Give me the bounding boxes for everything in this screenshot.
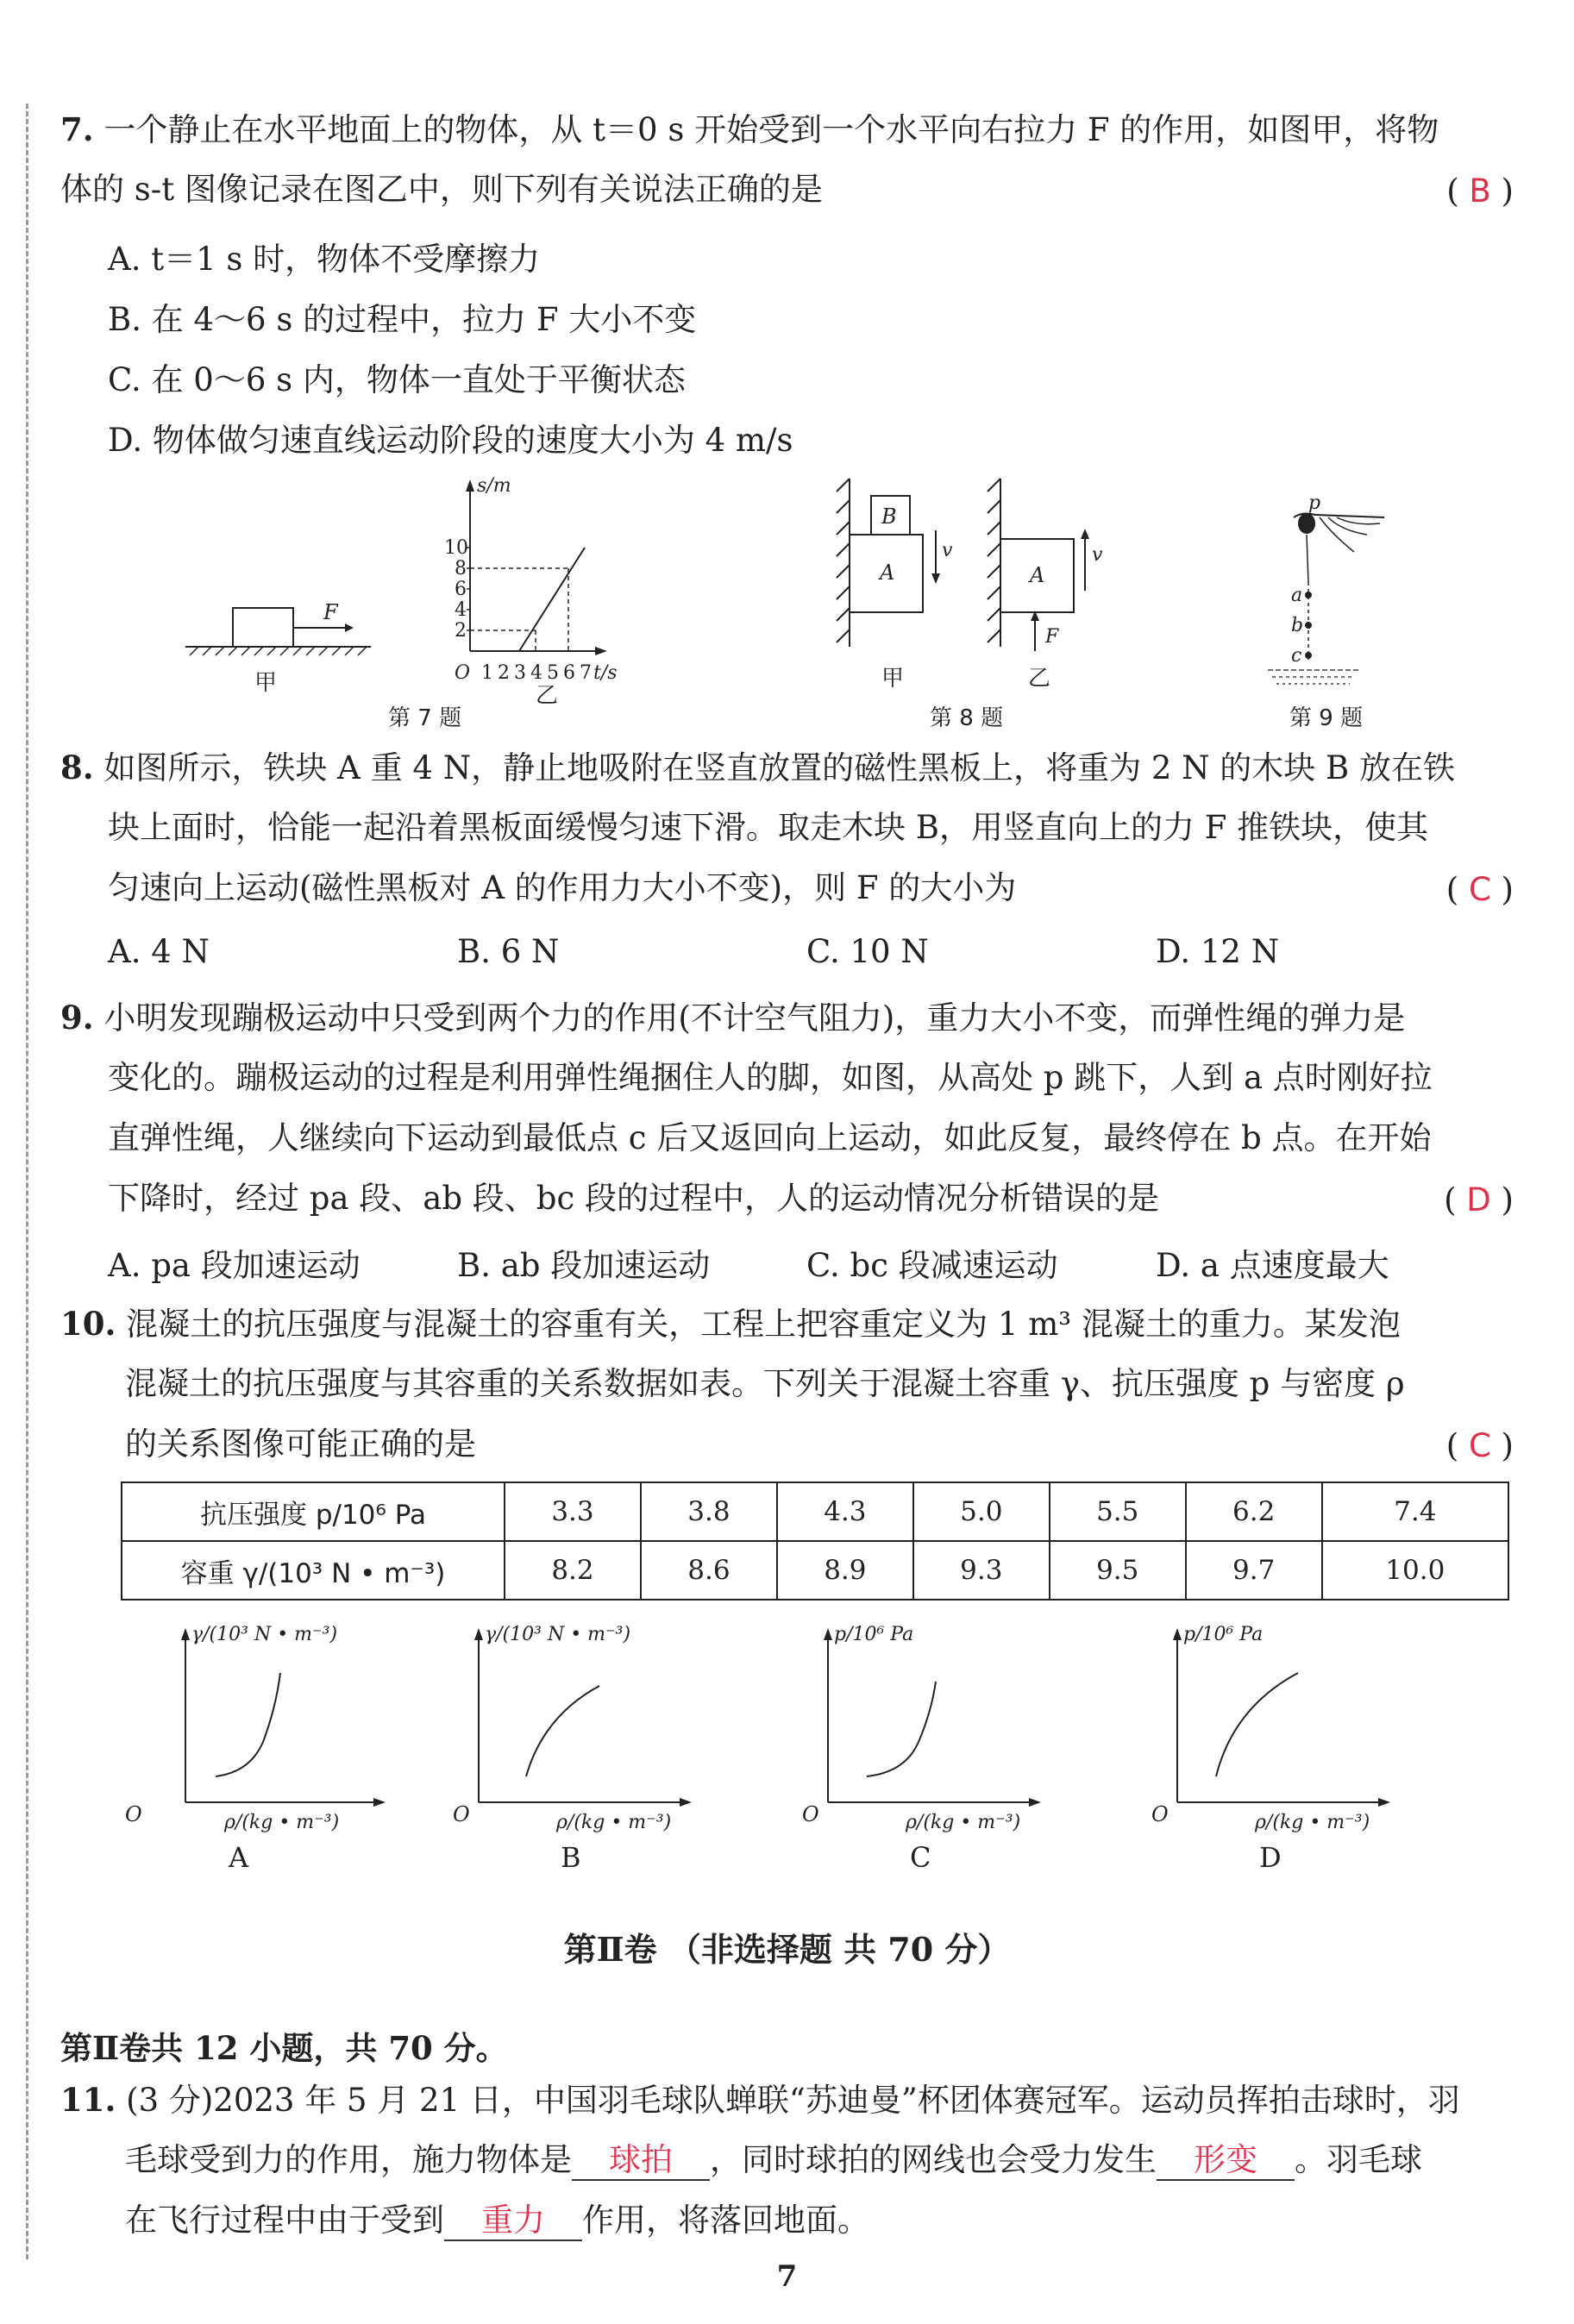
right-caption: 乙 <box>1028 666 1051 692</box>
q9-option-b: B. ab 段加速运动 <box>457 1247 711 1284</box>
x-arrow <box>1029 1798 1041 1807</box>
question-10-answer: ( C ) <box>1445 1427 1514 1464</box>
graph-letter: D <box>1259 1841 1282 1874</box>
origin-label: O <box>453 1802 470 1826</box>
point-b <box>1305 622 1312 629</box>
question-9-answer: ( D ) <box>1444 1181 1514 1218</box>
x-arrow <box>373 1798 386 1807</box>
answer-value: B <box>1469 172 1491 210</box>
line-text: ，同时球拍的网线也会受力发生 <box>710 2141 1157 2178</box>
graph-letter: C <box>910 1841 931 1874</box>
force-label: F <box>323 600 338 624</box>
x-tick-label: 7 <box>580 662 592 684</box>
velocity-up-head <box>1081 529 1089 539</box>
figure-7-caption: 第 7 题 <box>388 705 462 731</box>
y-tick-label: 2 <box>455 620 467 642</box>
point-a-label: a <box>1291 585 1303 606</box>
point-c-label: c <box>1291 645 1302 667</box>
force-label: F <box>1045 626 1059 648</box>
table-cell: 5.5 <box>1050 1482 1186 1541</box>
point-c <box>1305 652 1312 659</box>
x-axis-label: t/s <box>593 662 618 684</box>
graph-d <box>1151 1621 1436 1880</box>
table-cell: 5.0 <box>913 1482 1050 1541</box>
answer-value: D <box>1466 1181 1491 1218</box>
graph-letter: A <box>229 1841 249 1874</box>
figure-8 <box>828 474 1121 703</box>
left-caption: 甲 <box>881 666 905 692</box>
curve <box>867 1682 936 1776</box>
section-title: 第Ⅱ卷 （非选择题 共 70 分） <box>563 1930 1011 1969</box>
table-cell: 9.7 <box>1186 1541 1322 1600</box>
ground-hatch <box>190 647 367 655</box>
y-label: γ/(10³ N • m⁻³) <box>485 1624 631 1645</box>
question-9-line2: 变化的。蹦极运动的过程是利用弹性绳捆住人的脚，如图，从高处 p 跳下，人到 a 点时刚好拉 <box>108 1059 1433 1096</box>
figure-7-st-graph <box>431 474 690 709</box>
section-note: 第Ⅱ卷共 12 小题，共 70 分。 <box>60 2029 508 2067</box>
cliff-curve-1 <box>1320 517 1354 552</box>
table-cell: 9.5 <box>1050 1541 1186 1600</box>
x-label: ρ/(kg • m⁻³) <box>556 1812 672 1833</box>
jumper <box>1298 513 1315 534</box>
question-10-number: 10. <box>60 1305 116 1343</box>
table-row <box>122 1482 1508 1541</box>
figure-7-block <box>181 586 379 698</box>
question-11-text: (3 分)2023 年 5 月 21 日，中国羽毛球队蝉联“苏迪曼”杯团体赛冠军。运动员挥拍击球时，羽 <box>126 2082 1460 2119</box>
question-9-line4: 下降时，经过 pa 段、ab 段、bc 段的过程中，人的运动情况分析错误的是 <box>108 1180 1159 1217</box>
answer-blank-2: 形变 <box>1157 2141 1295 2181</box>
origin-label: O <box>125 1802 142 1826</box>
x-tick-label: 6 <box>563 662 575 684</box>
velocity-down-head <box>931 573 940 584</box>
question-10-line3: 的关系图像可能正确的是 <box>125 1425 476 1463</box>
question-7-line2: 体的 s-t 图像记录在图乙中，则下列有关说法正确的是 <box>60 171 823 208</box>
figure-8-caption: 第 8 题 <box>930 705 1004 731</box>
y-axis-arrow <box>466 479 474 492</box>
q9-option-a: A. pa 段加速运动 <box>108 1247 361 1284</box>
line-text: 毛球受到力的作用，施力物体是 <box>125 2141 572 2178</box>
y-arrow <box>181 1628 190 1640</box>
y-tick-label: 6 <box>455 579 467 600</box>
q7-option-a: A. t＝1 s 时，物体不受摩擦力 <box>108 241 541 278</box>
data-table <box>121 1481 1509 1600</box>
question-9-number: 9. <box>60 999 94 1037</box>
question-8-answer: ( C ) <box>1445 871 1514 908</box>
line-text: 作用，将落回地面。 <box>582 2202 869 2239</box>
point-a <box>1305 592 1312 598</box>
question-10-line1 <box>60 1294 1401 1355</box>
left-caption: 甲 <box>254 670 278 696</box>
x-arrow <box>1378 1798 1390 1807</box>
table-cell: 3.8 <box>641 1482 777 1541</box>
block <box>233 608 293 647</box>
wall-left <box>837 479 850 647</box>
y-tick-label: 8 <box>455 558 467 579</box>
question-11-line3 <box>125 2190 869 2251</box>
table-cell: 10.0 <box>1322 1541 1508 1600</box>
x-label: ρ/(kg • m⁻³) <box>906 1812 1021 1833</box>
y-arrow <box>474 1628 483 1640</box>
table-cell: 8.9 <box>777 1541 913 1600</box>
velocity-right-label: v <box>1092 544 1103 566</box>
table-cell: 8.2 <box>505 1541 641 1600</box>
cliff-curve-3 <box>1337 517 1380 524</box>
graph-a <box>121 1621 397 1880</box>
question-8-number: 8. <box>60 749 94 786</box>
q8-option-b: B. 6 N <box>457 933 560 970</box>
right-caption: 乙 <box>536 683 559 709</box>
graph-b <box>453 1621 737 1880</box>
q7-option-d: D. 物体做匀速直线运动阶段的速度大小为 4 m/s <box>108 422 793 459</box>
q9-option-c: C. bc 段减速运动 <box>806 1247 1058 1284</box>
question-7-text: 一个静止在水平地面上的物体，从 t＝0 s 开始受到一个水平向右拉力 F 的作用，如图甲，将物 <box>103 111 1439 148</box>
x-tick-label: 4 <box>530 662 542 684</box>
answer-value: C <box>1468 871 1491 908</box>
question-10-text: 混凝土的抗压强度与混凝土的容重有关，工程上把容重定义为 1 m³ 混凝土的重力。某发泡 <box>126 1306 1401 1343</box>
question-8-line2: 块上面时，恰能一起沿着黑板面缓慢匀速下滑。取走木块 B，用竖直向上的力 F 推铁块，使其 <box>108 809 1429 846</box>
origin-label: O <box>802 1802 819 1826</box>
series-line <box>519 548 585 651</box>
origin-label: O <box>455 662 471 684</box>
page-number: 7 <box>776 2259 798 2294</box>
y-tick-label: 10 <box>444 537 468 559</box>
figure-9-caption: 第 9 题 <box>1289 705 1364 731</box>
question-7-line1 <box>60 99 1439 160</box>
wall-right <box>988 479 1000 647</box>
q7-option-b: B. 在 4～6 s 的过程中，拉力 F 大小不变 <box>108 301 697 338</box>
x-label: ρ/(kg • m⁻³) <box>1255 1812 1370 1833</box>
origin-label: O <box>1151 1802 1169 1826</box>
x-tick-label: 1 <box>481 662 493 684</box>
graph-c <box>802 1621 1087 1880</box>
question-9-text: 小明发现蹦极运动中只受到两个力的作用(不计空气阻力)，重力大小不变，而弹性绳的弹力是 <box>103 999 1406 1037</box>
cliff-curve-2 <box>1328 517 1367 535</box>
q8-option-d: D. 12 N <box>1156 933 1280 970</box>
question-8-line1 <box>60 737 1455 799</box>
line-text: 在飞行过程中由于受到 <box>125 2202 444 2239</box>
answer-blank-1: 球拍 <box>572 2141 710 2181</box>
table-header-pressure: 抗压强度 p/10⁶ Pa <box>122 1482 505 1541</box>
question-8-text: 如图所示，铁块 A 重 4 N，静止地吸附在竖直放置的磁性黑板上，将重为 2 N 的木块 B 放在铁 <box>103 749 1455 786</box>
curve <box>216 1673 280 1776</box>
figure-9 <box>1255 487 1402 698</box>
x-tick-label: 3 <box>514 662 526 684</box>
table-cell: 9.3 <box>913 1541 1050 1600</box>
question-7-number: 7. <box>60 110 94 148</box>
x-label: ρ/(kg • m⁻³) <box>224 1812 340 1833</box>
y-label: p/10⁶ Pa <box>834 1624 914 1645</box>
question-9-line1 <box>60 987 1405 1049</box>
table-cell: 8.6 <box>641 1541 777 1600</box>
line-text: 。羽毛球 <box>1295 2141 1422 2178</box>
force-arrowhead <box>345 623 354 632</box>
curve <box>1216 1673 1298 1776</box>
block-b-label: B <box>881 504 897 529</box>
point-b-label: b <box>1291 615 1304 636</box>
question-11-line2 <box>125 2130 1422 2190</box>
y-axis-label: s/m <box>477 475 511 497</box>
point-p-label: p <box>1308 492 1321 514</box>
y-tick-label: 4 <box>455 599 467 621</box>
question-11-number: 11. <box>60 2081 116 2119</box>
table-cell: 4.3 <box>777 1482 913 1541</box>
x-arrow <box>680 1798 692 1807</box>
x-axis-arrow <box>595 647 607 655</box>
table-row <box>122 1541 1508 1600</box>
question-7-answer: ( B ) <box>1446 172 1514 210</box>
answer-blank-3: 重力 <box>444 2202 582 2241</box>
y-arrow <box>1173 1628 1182 1640</box>
y-label: p/10⁶ Pa <box>1183 1624 1264 1645</box>
y-label: γ/(10³ N • m⁻³) <box>191 1624 338 1645</box>
y-arrow <box>824 1628 832 1640</box>
block-a-left-label: A <box>880 561 895 585</box>
table-cell: 6.2 <box>1186 1482 1322 1541</box>
rope-upper <box>1307 535 1308 582</box>
table-header-density: 容重 γ/(10³ N • m⁻³) <box>122 1541 505 1600</box>
q8-option-c: C. 10 N <box>806 933 929 970</box>
water <box>1268 670 1358 684</box>
curve <box>526 1686 599 1776</box>
q7-option-c: C. 在 0～6 s 内，物体一直处于平衡状态 <box>108 361 686 398</box>
x-tick-label: 2 <box>498 662 510 684</box>
velocity-left-label: v <box>942 540 953 561</box>
question-10-line2: 混凝土的抗压强度与其容重的关系数据如表。下列关于混凝土容重 γ、抗压强度 p 与密度 ρ <box>125 1365 1405 1402</box>
question-9-line3: 直弹性绳，人继续向下运动到最低点 c 后又返回向上运动，如此反复，最终停在 b 点。在开始 <box>108 1119 1432 1156</box>
table-cell: 3.3 <box>505 1482 641 1541</box>
table-cell: 7.4 <box>1322 1482 1508 1541</box>
block-a-right-label: A <box>1030 563 1045 587</box>
question-11-line1 <box>60 2070 1460 2131</box>
question-8-line3: 匀速向上运动(磁性黑板对 A 的作用力大小不变)，则 F 的大小为 <box>108 869 1017 906</box>
q8-option-a: A. 4 N <box>108 933 210 970</box>
graph-letter: B <box>561 1841 581 1874</box>
answer-value: C <box>1468 1427 1491 1464</box>
q9-option-d: D. a 点速度最大 <box>1156 1247 1389 1284</box>
x-tick-label: 5 <box>547 662 559 684</box>
